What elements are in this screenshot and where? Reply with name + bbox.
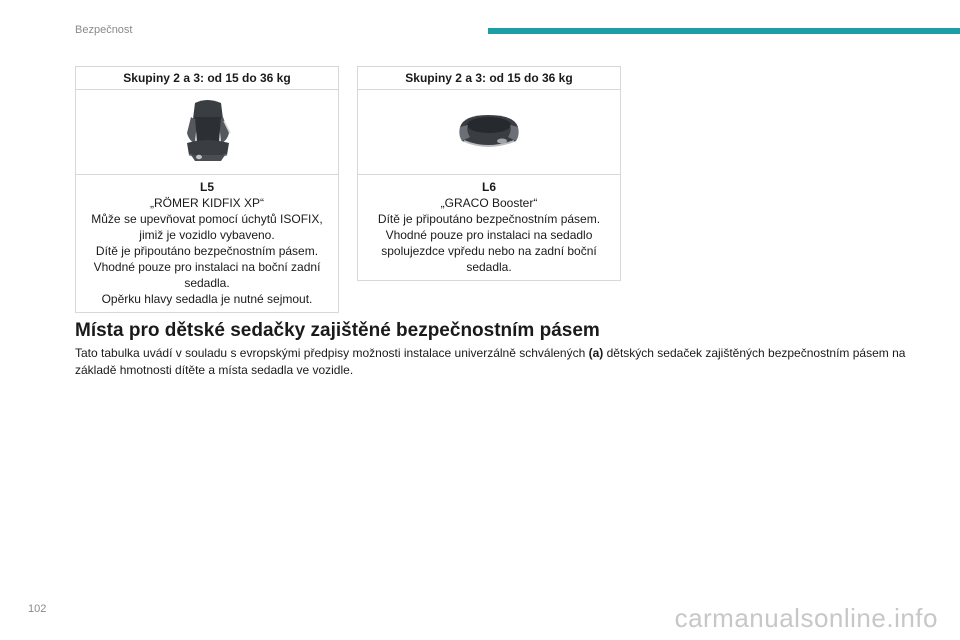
description-line: Dítě je připoutáno bezpečnostním pásem. — [377, 212, 601, 226]
description-line: Může se upevňovat pomocí úchytů ISOFIX, — [91, 212, 323, 226]
seat-code: L6 — [481, 180, 496, 194]
table-header: Skupiny 2 a 3: od 15 do 36 kg — [76, 67, 339, 90]
seat-code: L5 — [199, 180, 214, 194]
image-cell — [358, 90, 621, 175]
description-cell — [76, 175, 339, 313]
description-line: sedadla. — [466, 260, 512, 274]
description-line: „GRACO Booster“ — [440, 196, 538, 210]
watermark: carmanualsonline.info — [674, 603, 938, 633]
description-line: jimiž je vozidlo vybaveno. — [139, 228, 275, 242]
description-line: Vhodné pouze pro instalaci na boční zadní — [93, 260, 321, 274]
child-seat-table-l5 — [75, 66, 339, 313]
description-line: Opěrku hlavy sedadla je nutné sejmout. — [101, 292, 313, 306]
description-cell — [358, 175, 621, 281]
header-accent-bar — [488, 28, 960, 34]
section-label: Bezpečnost — [75, 24, 133, 36]
description-line: Dítě je připoutáno bezpečnostním pásem. — [95, 244, 319, 258]
table-header: Skupiny 2 a 3: od 15 do 36 kg — [358, 67, 621, 90]
footnote-marker: (a) — [588, 346, 604, 360]
booster-seat-with-backrest-icon — [177, 97, 237, 167]
booster-cushion-icon — [454, 107, 524, 157]
description-line: Vhodné pouze pro instalaci na sedadlo — [385, 228, 593, 242]
section-heading: Místa pro dětské sedačky zajištěné bezpečnostním pásem — [75, 320, 600, 341]
image-cell — [76, 90, 339, 175]
section-paragraph — [75, 345, 915, 379]
paragraph-text: Tato tabulka uvádí v souladu s evropskými předpisy možnosti instalace univerzálně schválených — [75, 346, 589, 360]
page-number: 102 — [28, 603, 47, 615]
child-seat-table-l6 — [357, 66, 621, 281]
description-line: „RÖMER KIDFIX XP“ — [149, 196, 264, 210]
description-line: sedadla. — [184, 276, 230, 290]
paragraph-text: dětských sedaček zajištěných bezpečnostním pásem na základě hmotnosti dítěte a místa sedadla ve vozidle. — [75, 346, 906, 377]
description-line: spolujezdce vpředu nebo na zadní boční — [381, 244, 597, 258]
